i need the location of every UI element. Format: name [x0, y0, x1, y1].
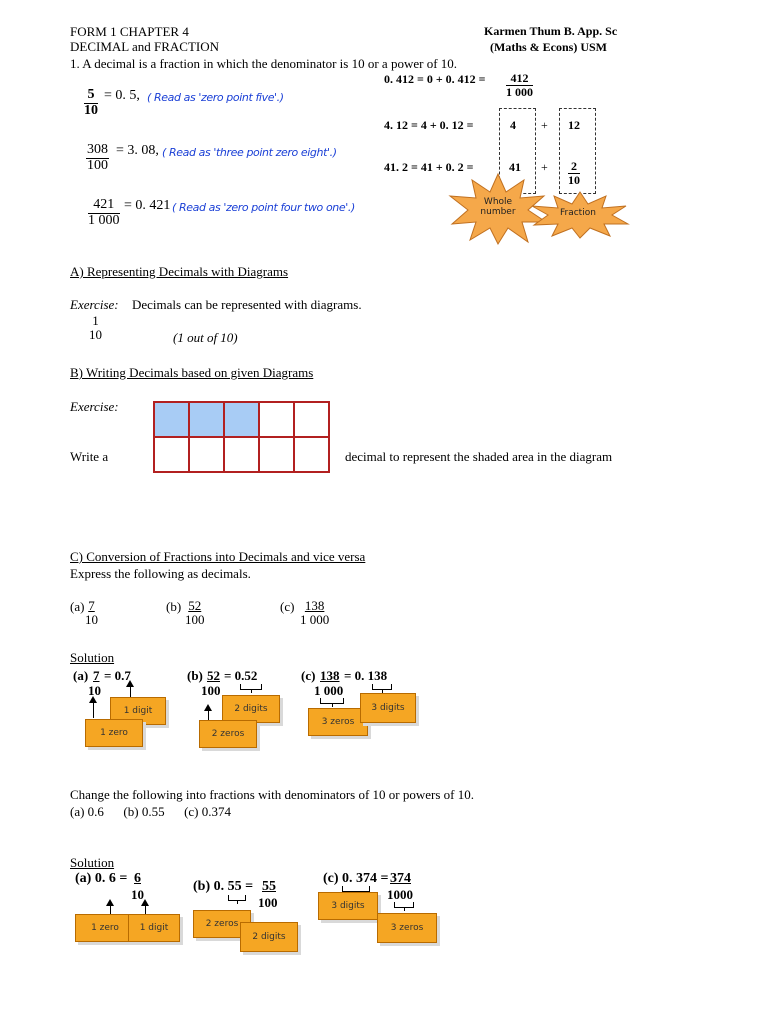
example-3-note: ( Read as 'zero point four two one'.) [172, 201, 355, 214]
grid-cell [189, 437, 224, 472]
grid-cell-shaded [189, 402, 224, 437]
sol2-box-a1: 1 zero [75, 914, 135, 942]
row3-plus: + [541, 160, 548, 174]
solution-label-2: Solution [70, 855, 115, 870]
section-a-den: 10 [89, 326, 102, 342]
grid-cell [294, 437, 329, 472]
sol1-c-brace-digits [372, 684, 392, 690]
row3-num: 2 [568, 160, 580, 174]
sol1-a-label: (a) [73, 668, 89, 683]
row1-lhs: 0. 412 = 0 + 0. 412 = [384, 72, 486, 86]
section-a-exercise-text: Decimals can be represented with diagrams. [132, 297, 362, 312]
change-instruction: Change the following into fractions with denominators of 10 or powers of 10. [70, 787, 475, 802]
section-a-fraction [89, 314, 102, 341]
sol1-b-brace [240, 684, 262, 690]
sol1-a-arrow-zero [93, 702, 94, 718]
author-line2: (Maths & Econs) USM [490, 40, 607, 54]
question-b-num: 52 [188, 598, 202, 613]
sol2-b-brace [228, 895, 246, 901]
section-c-instruction: Express the following as decimals. [70, 566, 251, 581]
section-c-heading: C) Conversion of Fractions into Decimals and vice versa [70, 549, 366, 564]
page-title-line2: DECIMAL and FRACTION [70, 39, 220, 54]
section-a-num: 1 [92, 313, 99, 328]
section-a-note: (1 out of 10) [173, 330, 238, 345]
section-a-exercise-label: Exercise: [70, 297, 119, 312]
row1-den: 1 000 [506, 84, 533, 99]
grid-cell-shaded [224, 402, 259, 437]
section-b-write-rest: decimal to represent the shaded area in the diagram [345, 449, 613, 464]
sol2-b-num: 55 [262, 879, 276, 894]
sol2-a-num: 6 [134, 871, 141, 886]
sol1-a-den: 10 [88, 683, 101, 698]
example-3-num: 421 [88, 198, 120, 214]
change-items: (a) 0.6 (b) 0.55 (c) 0.374 [70, 804, 232, 819]
grid-cell [259, 402, 294, 437]
sol1-b-rhs: = 0.52 [224, 668, 258, 683]
sol2-box-b1: 2 zeros [193, 910, 251, 938]
section-b-exercise-label: Exercise: [70, 399, 119, 414]
grid-cell-shaded [154, 402, 189, 437]
question-c-label: (c) [280, 599, 295, 614]
sol1-box-c2: 3 digits [360, 693, 416, 723]
section-a-heading: A) Representing Decimals with Diagrams [70, 264, 289, 279]
solution-label-1: Solution [70, 650, 115, 665]
row3-den: 10 [568, 172, 580, 187]
intro-text: 1. A decimal is a fraction in which the denominator is 10 or a power of 10. [70, 56, 458, 71]
sol1-c-brace-zeros [320, 698, 344, 704]
question-c-num: 138 [304, 598, 325, 613]
example-2-num: 308 [87, 142, 108, 157]
sol2-b-lhs: (b) 0. 55 = [193, 879, 254, 894]
grid-cell [294, 402, 329, 437]
shaded-grid [153, 401, 330, 473]
sol1-box-b1: 2 digits [222, 695, 280, 723]
sol1-box-b2: 2 zeros [199, 720, 257, 748]
example-3-den: 1 000 [88, 212, 120, 228]
sol1-b-den: 100 [201, 683, 221, 698]
question-a-label: (a) [70, 599, 85, 614]
question-a-den: 10 [85, 611, 98, 627]
example-1-den: 10 [84, 102, 98, 118]
sol1-c-rhs: = 0. 138 [344, 668, 388, 683]
sol2-c-brace-zeros [394, 902, 414, 908]
sol1-c-num: 138 [320, 668, 340, 683]
section-b-write-a: Write a [70, 449, 109, 464]
section-b-heading: B) Writing Decimals based on given Diagrams [70, 365, 314, 380]
grid-cell [224, 437, 259, 472]
sol1-c-label: (c) [301, 668, 316, 683]
sol1-box-c1: 3 zeros [308, 708, 368, 736]
example-3-rhs: = 0. 421 [124, 198, 171, 213]
sol1-b-label: (b) [187, 668, 203, 683]
page-title-line1: FORM 1 CHAPTER 4 [70, 24, 189, 39]
example-2-den: 100 [87, 157, 108, 173]
question-a-num: 7 [88, 598, 95, 613]
sol1-box-a2: 1 zero [85, 719, 143, 747]
fraction-label: Fraction [560, 208, 596, 218]
example-1-rhs: = 0. 5, [104, 88, 140, 103]
question-c-den: 1 000 [300, 611, 330, 627]
question-b-label: (b) [166, 599, 182, 614]
sol1-box-a1: 1 digit [110, 697, 166, 725]
row2-plus: + [541, 118, 548, 132]
sol1-a-rhs: = 0.7 [104, 668, 131, 683]
whole-number-label: Whole number [480, 197, 516, 217]
sol2-b-den: 100 [258, 895, 278, 910]
sol1-b-num: 52 [207, 668, 220, 683]
sol2-a-den: 10 [131, 887, 144, 902]
example-1-note: ( Read as 'zero point five'.) [147, 91, 284, 104]
grid-cell [154, 437, 189, 472]
sol2-a-lhs: (a) 0. 6 = [75, 871, 128, 886]
row3-whole: 41 [509, 160, 521, 174]
example-2-rhs: = 3. 08, [116, 143, 159, 158]
row3-lhs: 41. 2 = 41 + 0. 2 = [384, 160, 474, 174]
sol2-c-den: 1000 [387, 887, 413, 902]
grid-cell [259, 437, 294, 472]
sol2-box-c1: 3 digits [318, 892, 378, 920]
sol2-box-b2: 2 digits [240, 922, 298, 952]
row2-frac: 12 [568, 118, 580, 132]
question-b-den: 100 [185, 611, 205, 627]
sol2-box-c2: 3 zeros [377, 913, 437, 943]
sol2-c-num: 374 [390, 871, 411, 886]
author-line1: Karmen Thum B. App. Sc [484, 24, 618, 38]
sol1-a-num: 7 [93, 668, 100, 683]
row1-num: 412 [506, 72, 533, 86]
row2-lhs: 4. 12 = 4 + 0. 12 = [384, 118, 474, 132]
sol2-box-a2: 1 digit [128, 914, 180, 942]
sol1-c-den: 1 000 [314, 683, 344, 698]
example-2-note: ( Read as 'three point zero eight'.) [162, 146, 337, 159]
example-1-num: 5 [84, 88, 98, 104]
row2-whole: 4 [510, 118, 516, 132]
sol2-c-lhs: (c) 0. 374 = [323, 871, 389, 886]
